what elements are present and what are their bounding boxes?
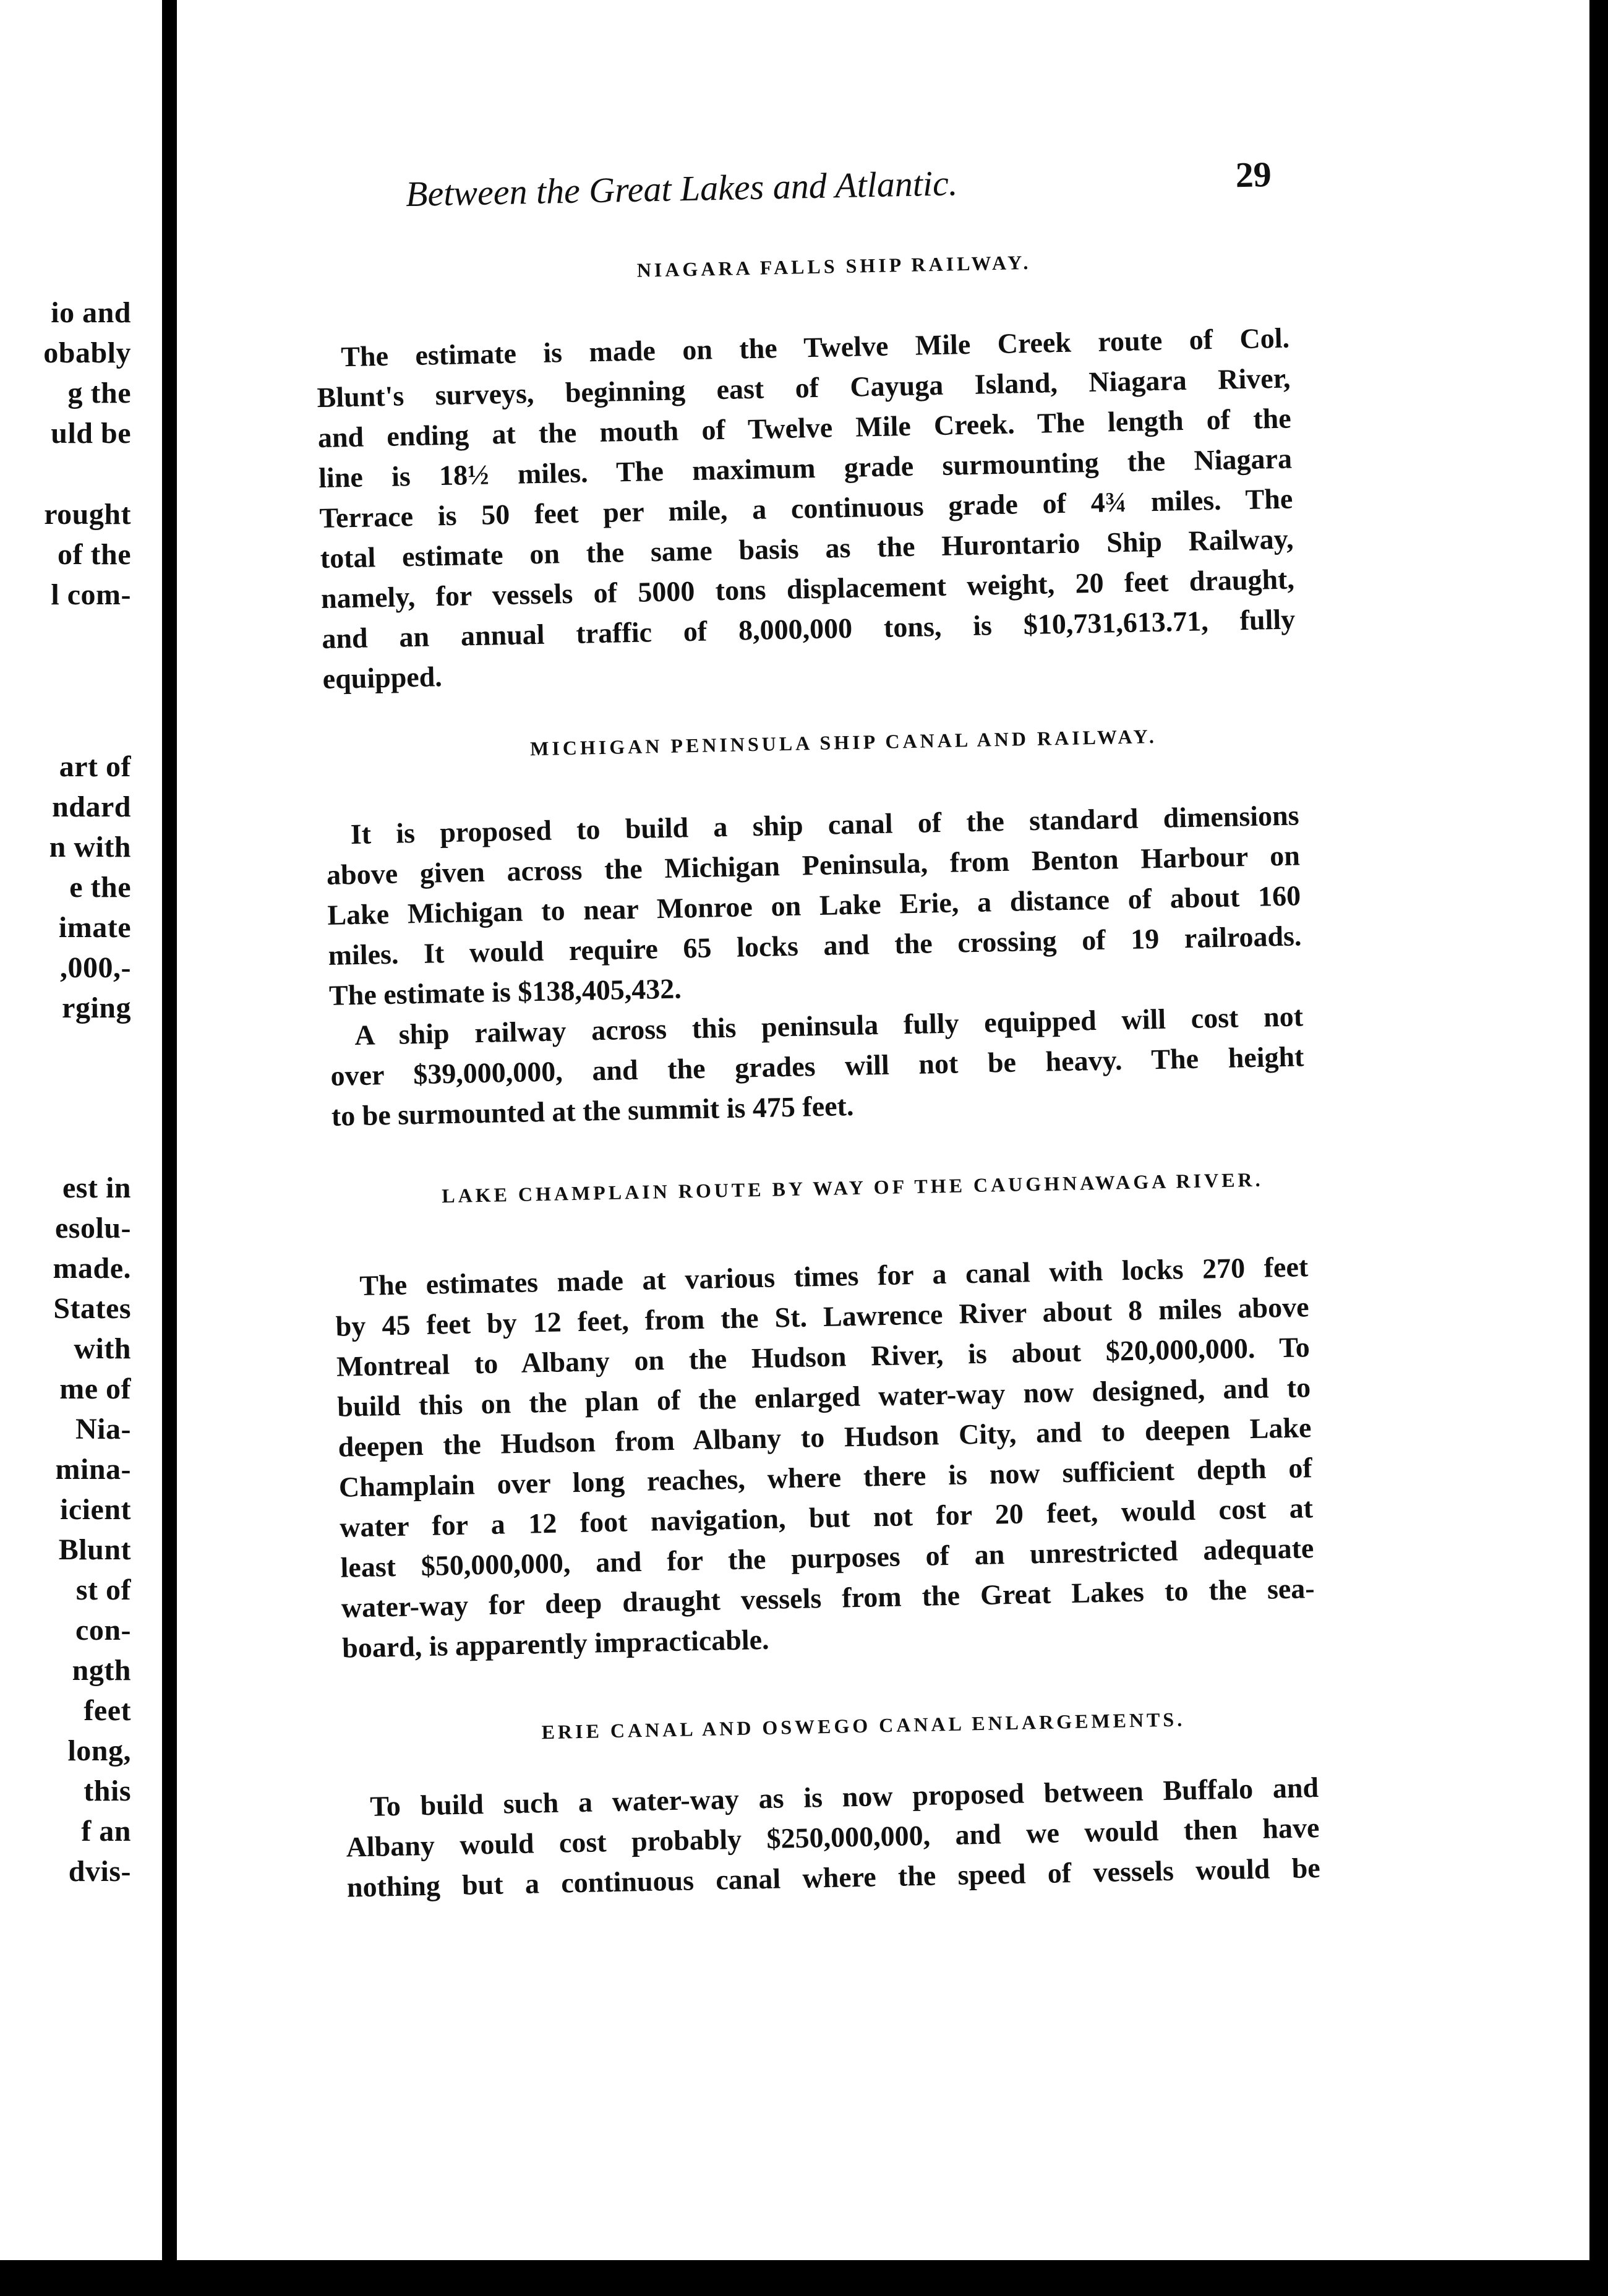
left-fragment: imate — [58, 911, 131, 944]
text-line: Albany would cost probably $250,000,000, and we would then have — [346, 1812, 1320, 1863]
left-fragment: obably — [43, 336, 131, 369]
text-line: and ending at the mouth of Twelve Mile Creek. The length of the — [317, 402, 1292, 454]
paragraph — [316, 318, 1296, 699]
text-line: miles. It would require 65 locks and the crossing of 19 railroads. — [328, 920, 1302, 971]
text-line: board, is apparently impracticable. — [341, 1623, 769, 1664]
text-line: line is 18½ miles. The maximum grade surmounting the Niagara — [318, 442, 1293, 494]
paragraph — [345, 1767, 1321, 1908]
left-fragment: me of — [59, 1373, 131, 1405]
section-heading: LAKE CHAMPLAIN ROUTE BY WAY OF THE CAUGHNAWAGA RIVER. — [441, 1168, 1264, 1207]
text-line: and an annual traffic of 8,000,000 tons, is $10,731,613.71, fully — [321, 603, 1296, 655]
left-fragment: this — [83, 1775, 131, 1807]
text-line: Blunt's surveys, beginning east of Cayuga Island, Niagara River, — [317, 362, 1291, 414]
text-line: above given across the Michigan Peninsula, from Benton Harbour on — [326, 839, 1301, 891]
left-fragment: g the — [67, 377, 131, 409]
left-fragment: est in — [62, 1172, 131, 1204]
page-number: 29 — [1235, 154, 1272, 195]
left-fragment: Blunt — [58, 1533, 131, 1566]
paragraph — [330, 996, 1306, 1136]
text-line: The estimate is made on the Twelve Mile Creek route of Col. — [340, 322, 1290, 373]
left-fragment: with — [74, 1332, 131, 1365]
scan-border-right — [1589, 0, 1608, 2296]
text-line: nothing but a continuous canal where the speed of vessels would be — [346, 1852, 1321, 1903]
left-fragment: icient — [60, 1493, 131, 1526]
text-line: The estimates made at various times for a canal with locks 270 feet — [359, 1251, 1309, 1301]
left-fragment: e the — [69, 871, 131, 904]
left-fragment: feet — [83, 1694, 131, 1727]
text-line: over $39,000,000, and the grades will not be heavy. The height — [330, 1040, 1304, 1092]
left-fragment: l com- — [51, 578, 131, 611]
text-line: Terrace is 50 feet per mile, a continuous grade of 4¾ miles. The — [319, 482, 1293, 534]
left-fragment: ndard — [52, 790, 131, 823]
running-head: Between the Great Lakes and Atlantic. — [405, 163, 958, 215]
text-line: by 45 feet by 12 feet, from the St. Lawrence River about 8 miles above — [335, 1291, 1309, 1342]
text-line: to be surmounted at the summit is 475 feet. — [331, 1089, 854, 1132]
text-line: Champlain over long reaches, where there is now sufficient depth of — [338, 1452, 1313, 1503]
left-fragment: rging — [62, 992, 131, 1024]
text-line: build this on the plan of the enlarged water-way now designed, and to — [336, 1371, 1311, 1423]
left-fragment: States — [53, 1292, 131, 1325]
book-gutter — [162, 0, 177, 2296]
left-fragment: art of — [59, 750, 131, 783]
left-fragment: rought — [44, 498, 131, 531]
section-heading: ERIE CANAL AND OSWEGO CANAL ENLARGEMENTS. — [541, 1708, 1186, 1744]
text-line: namely, for vessels of 5000 tons displacement weight, 20 feet draught, — [320, 563, 1295, 615]
left-fragment: of the — [58, 538, 131, 571]
text-line: A ship railway across this peninsula fully equipped will cost not — [354, 1000, 1304, 1052]
left-fragment: f an — [81, 1815, 131, 1848]
left-fragment: Nia- — [75, 1413, 131, 1446]
left-fragment: long, — [67, 1734, 131, 1767]
text-line: The estimate is $138,405,432. — [328, 972, 682, 1011]
section-heading: NIAGARA FALLS SHIP RAILWAY. — [636, 251, 1032, 281]
page-content — [241, 0, 1461, 2238]
text-line: least $50,000,000, and for the purposes of an unrestricted adequate — [340, 1532, 1314, 1583]
left-fragment: made. — [53, 1252, 131, 1285]
left-page — [0, 0, 162, 2296]
paragraph — [335, 1246, 1316, 1668]
text-line: It is proposed to build a ship canal of the standard dimensions — [350, 799, 1299, 850]
section-heading: MICHIGAN PENINSULA SHIP CANAL AND RAILWAY. — [529, 724, 1158, 760]
text-line: water-way for deep draught vessels from the Great Lakes to the sea- — [341, 1572, 1315, 1624]
text-line: To build such a water-way as is now proposed between Buffalo and — [369, 1771, 1319, 1822]
text-line: total estimate on the same basis as the Hurontario Ship Railway, — [320, 523, 1294, 575]
left-fragment: st of — [75, 1574, 131, 1606]
left-fragment: ,000,- — [60, 951, 131, 984]
text-line: equipped. — [322, 661, 443, 695]
left-fragment: uld be — [51, 417, 131, 450]
left-fragment: mina- — [55, 1453, 131, 1486]
left-fragment: dvis- — [68, 1855, 131, 1888]
text-line: Montreal to Albany on the Hudson River, is about $20,000,000. To — [336, 1331, 1311, 1382]
left-fragment: esolu- — [55, 1212, 131, 1244]
scan-border-bottom — [0, 2260, 1608, 2296]
text-line: deepen the Hudson from Albany to Hudson City, and to deepen Lake — [338, 1411, 1312, 1463]
left-fragment: io and — [51, 296, 131, 329]
right-page — [177, 0, 1589, 2260]
left-fragment: con- — [75, 1614, 131, 1647]
paragraph — [325, 795, 1302, 1016]
left-fragment: n with — [49, 831, 131, 863]
text-line: water for a 12 foot navigation, but not for 20 feet, would cost at — [339, 1492, 1314, 1543]
text-line: Lake Michigan to near Monroe on Lake Erie, a distance of about 160 — [327, 880, 1301, 931]
left-fragment: ngth — [72, 1654, 131, 1687]
